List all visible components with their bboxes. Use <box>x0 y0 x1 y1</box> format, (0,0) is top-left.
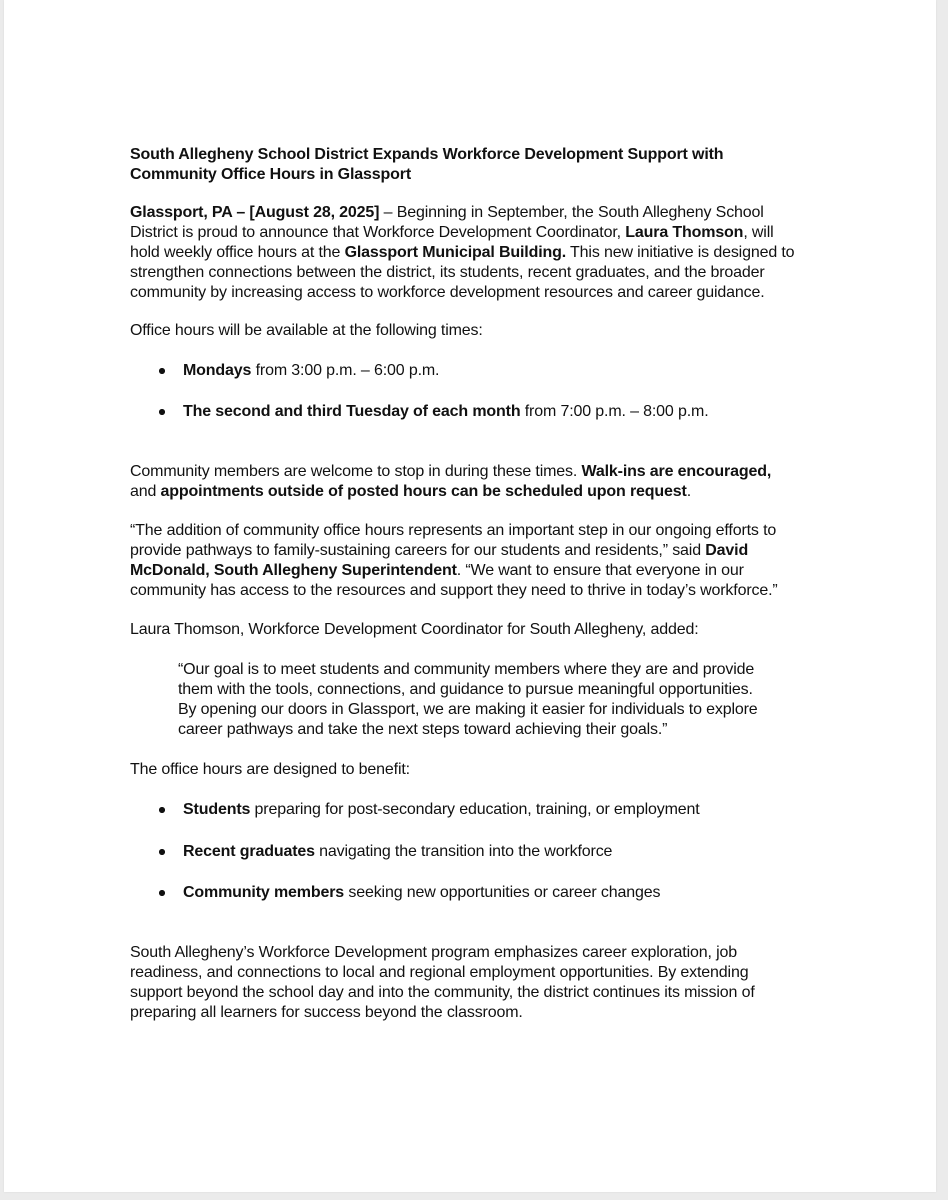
headline-line-1: South Allegheny School District Expands Workforce Development Support with <box>130 146 724 163</box>
superintendent-quote-line-2: provide pathways to family-sustaining careers for our students and residents,” said David <box>130 542 749 559</box>
intro-line-1: Glassport, PA – [August 28, 2025] – Beginning in September, the South Allegheny School <box>130 204 764 221</box>
coordinator-name: Laura Thomson <box>625 224 744 241</box>
dateline: Glassport, PA – [August 28, 2025] <box>130 204 380 221</box>
intro-line-4: strengthen connections between the district, its students, recent graduates, and the broader <box>130 264 765 281</box>
schedule-item: The second and third Tuesday of each month from 7:00 p.m. – 8:00 p.m. <box>183 402 709 423</box>
bullet-icon <box>159 807 165 813</box>
superintendent-name: McDonald, South Allegheny Superintendent <box>130 562 457 579</box>
coordinator-quote-line-3: By opening our doors in Glassport, we are making it easier for individuals to explore <box>178 701 758 718</box>
intro-line-2: District is proud to announce that Workforce Development Coordinator, Laura Thomson, will <box>130 224 774 241</box>
benefit-item: Recent graduates navigating the transition into the workforce <box>183 842 612 863</box>
document-page <box>4 0 936 1192</box>
benefit-intro: The office hours are designed to benefit: <box>130 761 410 778</box>
closing-line-3: support beyond the school day and into the community, the district continues its mission of <box>130 984 755 1001</box>
bullet-icon <box>159 409 165 415</box>
bullet-icon <box>159 890 165 896</box>
closing-line-1: South Allegheny’s Workforce Development program emphasizes career exploration, job <box>130 944 737 961</box>
superintendent-quote-line-1: “The addition of community office hours represents an important step in our ongoing efforts to <box>130 522 777 539</box>
intro-line-3: hold weekly office hours at the Glassport Municipal Building. This new initiative is designed to <box>130 244 795 261</box>
superintendent-quote-line-3: McDonald, South Allegheny Superintendent. “We want to ensure that everyone in our <box>130 562 744 579</box>
intro-line-5: community by increasing access to workforce development resources and career guidance. <box>130 284 765 301</box>
coordinator-quote-line-1: “Our goal is to meet students and community members where they are and provide <box>178 661 755 678</box>
bullet-icon <box>159 368 165 374</box>
walkin-line-1: Community members are welcome to stop in during these times. Walk-ins are encouraged, <box>130 463 772 480</box>
schedule-item: Mondays from 3:00 p.m. – 6:00 p.m. <box>183 361 439 382</box>
closing-line-2: readiness, and connections to local and regional employment opportunities. By extending <box>130 964 749 981</box>
headline-line-2: Community Office Hours in Glassport <box>130 166 412 183</box>
quote-intro: Laura Thomson, Workforce Development Coordinator for South Allegheny, added: <box>130 621 699 638</box>
walkin-line-2: and appointments outside of posted hours can be scheduled upon request. <box>130 483 691 500</box>
benefit-item: Students preparing for post-secondary education, training, or employment <box>183 800 700 821</box>
closing-line-4: preparing all learners for success beyond the classroom. <box>130 1004 523 1021</box>
coordinator-quote-line-2: them with the tools, connections, and guidance to pursue meaningful opportunities. <box>178 681 753 698</box>
venue-name: Glassport Municipal Building. <box>344 244 567 261</box>
coordinator-quote-line-4: career pathways and take the next steps toward achieving their goals.” <box>178 721 668 738</box>
schedule-intro: Office hours will be available at the following times: <box>130 322 483 339</box>
bullet-icon <box>159 849 165 855</box>
superintendent-quote-line-4: community has access to the resources and support they need to thrive in today’s workforce.” <box>130 582 778 599</box>
benefit-item: Community members seeking new opportunities or career changes <box>183 883 660 904</box>
